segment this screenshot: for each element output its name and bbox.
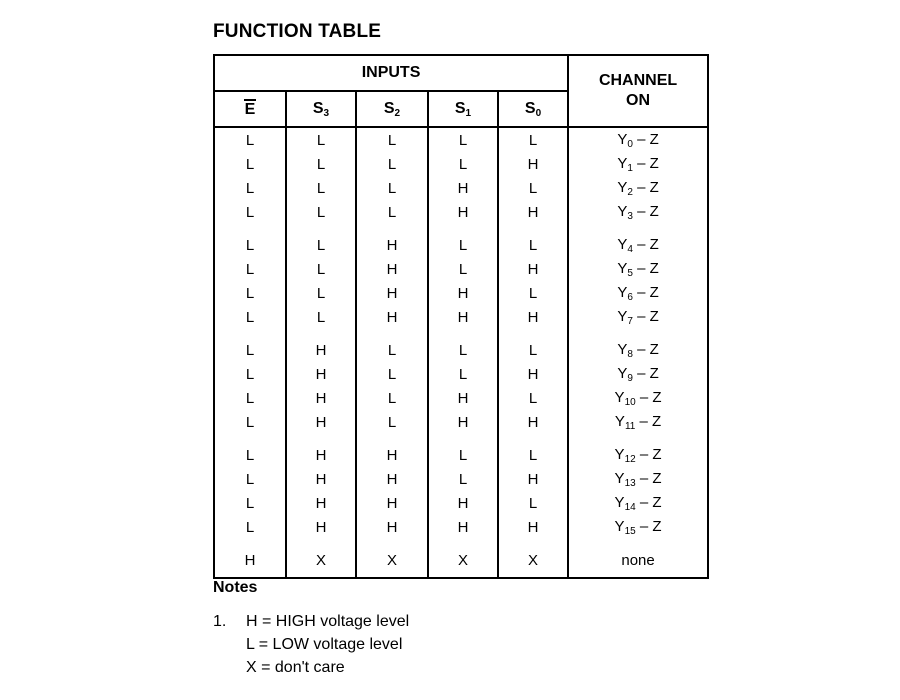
- channel-cell: $Y_9$ – Z: [568, 362, 708, 386]
- notes-title: Notes: [213, 579, 258, 596]
- input-level-cell: L: [498, 127, 568, 152]
- note-lines: [246, 610, 409, 679]
- channel-cell: none: [568, 539, 708, 578]
- input-level-cell: L: [356, 410, 428, 434]
- channel-on-header-line2: ON: [626, 92, 651, 109]
- input-level-cell: H: [356, 467, 428, 491]
- input-level-cell: H: [356, 305, 428, 329]
- table-row: [214, 127, 708, 152]
- input-level-cell: H: [428, 176, 498, 200]
- input-level-cell: H: [286, 410, 356, 434]
- channel-cell: $Y_{14}$ – Z: [568, 491, 708, 515]
- input-level-cell: L: [286, 176, 356, 200]
- input-level-cell: H: [428, 515, 498, 539]
- input-level-cell: L: [356, 152, 428, 176]
- input-level-cell: H: [356, 281, 428, 305]
- input-level-cell: H: [498, 200, 568, 224]
- input-level-cell: L: [428, 224, 498, 257]
- input-level-cell: L: [428, 434, 498, 467]
- note-number: 1.: [213, 613, 227, 630]
- input-level-cell: L: [428, 257, 498, 281]
- input-level-cell: L: [498, 224, 568, 257]
- input-level-cell: L: [498, 176, 568, 200]
- input-level-cell: H: [498, 467, 568, 491]
- input-level-cell: L: [214, 386, 286, 410]
- inputs-header: INPUTS: [214, 55, 568, 91]
- channel-cell: $Y_5$ – Z: [568, 257, 708, 281]
- input-level-cell: L: [498, 281, 568, 305]
- input-level-cell: L: [214, 176, 286, 200]
- channel-cell: $Y_8$ – Z: [568, 329, 708, 362]
- input-level-cell: H: [286, 362, 356, 386]
- input-level-cell: H: [214, 539, 286, 578]
- table-row: [214, 467, 708, 491]
- input-level-cell: X: [356, 539, 428, 578]
- input-level-cell: L: [428, 152, 498, 176]
- note-line-high: H = HIGH voltage level: [246, 613, 410, 630]
- input-level-cell: H: [428, 305, 498, 329]
- notes-section: [213, 579, 409, 679]
- input-level-cell: H: [286, 434, 356, 467]
- input-level-cell: H: [356, 434, 428, 467]
- input-level-cell: L: [428, 467, 498, 491]
- input-level-cell: L: [214, 152, 286, 176]
- input-level-cell: L: [428, 362, 498, 386]
- channel-cell: $Y_{12}$ – Z: [568, 434, 708, 467]
- input-level-cell: H: [356, 224, 428, 257]
- input-level-cell: L: [214, 224, 286, 257]
- table-row: [214, 200, 708, 224]
- input-level-cell: H: [356, 515, 428, 539]
- channel-cell: $Y_4$ – Z: [568, 224, 708, 257]
- channel-cell: $Y_7$ – Z: [568, 305, 708, 329]
- input-level-cell: L: [498, 491, 568, 515]
- input-level-cell: L: [214, 281, 286, 305]
- input-level-cell: L: [286, 224, 356, 257]
- channel-cell: $Y_6$ – Z: [568, 281, 708, 305]
- table-row: [214, 434, 708, 467]
- page-title: FUNCTION TABLE: [213, 21, 382, 42]
- note-item: [213, 610, 409, 679]
- input-level-cell: L: [356, 329, 428, 362]
- table-row: [214, 410, 708, 434]
- input-level-cell: L: [286, 281, 356, 305]
- col-header-s0: $S_0$: [498, 91, 568, 127]
- table-row: [214, 329, 708, 362]
- channel-cell: $Y_{11}$ – Z: [568, 410, 708, 434]
- col-header-s1: $S_1$: [428, 91, 498, 127]
- input-level-cell: L: [428, 329, 498, 362]
- col-header-s3: $S_3$: [286, 91, 356, 127]
- channel-on-header-line1: CHANNEL: [598, 72, 678, 89]
- input-level-cell: L: [214, 362, 286, 386]
- note-line-dontcare: X = don't care: [246, 659, 345, 676]
- input-level-cell: L: [214, 491, 286, 515]
- input-level-cell: H: [428, 386, 498, 410]
- input-level-cell: L: [214, 127, 286, 152]
- input-level-cell: L: [214, 200, 286, 224]
- channel-cell: $Y_1$ – Z: [568, 152, 708, 176]
- note-line-low: L = LOW voltage level: [246, 636, 403, 653]
- table-row: [214, 152, 708, 176]
- input-level-cell: L: [356, 127, 428, 152]
- input-level-cell: L: [356, 200, 428, 224]
- input-level-cell: L: [214, 467, 286, 491]
- channel-cell: $Y_2$ – Z: [568, 176, 708, 200]
- function-table: [213, 54, 709, 579]
- channel-cell: $Y_{10}$ – Z: [568, 386, 708, 410]
- input-level-cell: H: [356, 257, 428, 281]
- input-level-cell: L: [214, 515, 286, 539]
- table-row: [214, 281, 708, 305]
- channel-cell: $Y_{15}$ – Z: [568, 515, 708, 539]
- input-level-cell: L: [498, 386, 568, 410]
- table-row: [214, 539, 708, 578]
- input-level-cell: H: [286, 515, 356, 539]
- input-level-cell: L: [214, 329, 286, 362]
- input-level-cell: X: [428, 539, 498, 578]
- table-row: [214, 515, 708, 539]
- input-level-cell: L: [286, 152, 356, 176]
- table-row: [214, 257, 708, 281]
- table-row: [214, 224, 708, 257]
- channel-cell: $Y_{13}$ – Z: [568, 467, 708, 491]
- table-row: [214, 491, 708, 515]
- input-level-cell: H: [428, 491, 498, 515]
- input-level-cell: L: [356, 386, 428, 410]
- input-level-cell: H: [428, 200, 498, 224]
- channel-cell: $Y_0$ – Z: [568, 127, 708, 152]
- input-level-cell: X: [498, 539, 568, 578]
- input-level-cell: L: [498, 329, 568, 362]
- input-level-cell: L: [214, 434, 286, 467]
- col-header-e: E: [214, 91, 286, 127]
- input-level-cell: H: [428, 410, 498, 434]
- input-level-cell: L: [286, 257, 356, 281]
- table-row: [214, 386, 708, 410]
- input-level-cell: L: [286, 305, 356, 329]
- input-level-cell: L: [498, 434, 568, 467]
- table-row: [214, 362, 708, 386]
- input-level-cell: H: [498, 152, 568, 176]
- input-level-cell: L: [214, 257, 286, 281]
- input-level-cell: L: [286, 200, 356, 224]
- channel-on-header: [568, 55, 708, 127]
- input-level-cell: H: [498, 257, 568, 281]
- input-level-cell: H: [498, 305, 568, 329]
- input-level-cell: H: [286, 386, 356, 410]
- input-level-cell: H: [498, 515, 568, 539]
- table-row: [214, 176, 708, 200]
- channel-cell: $Y_3$ – Z: [568, 200, 708, 224]
- input-level-cell: L: [286, 127, 356, 152]
- input-level-cell: H: [286, 467, 356, 491]
- input-level-cell: L: [356, 362, 428, 386]
- header-row-inputs: [214, 55, 708, 91]
- input-level-cell: L: [356, 176, 428, 200]
- input-level-cell: H: [498, 362, 568, 386]
- input-level-cell: H: [356, 491, 428, 515]
- input-level-cell: L: [214, 410, 286, 434]
- input-level-cell: X: [286, 539, 356, 578]
- input-level-cell: L: [214, 305, 286, 329]
- function-table-body: [214, 127, 708, 578]
- input-level-cell: H: [498, 410, 568, 434]
- input-level-cell: H: [428, 281, 498, 305]
- input-level-cell: H: [286, 329, 356, 362]
- input-level-cell: L: [428, 127, 498, 152]
- input-level-cell: H: [286, 491, 356, 515]
- table-row: [214, 305, 708, 329]
- col-header-s2: $S_2$: [356, 91, 428, 127]
